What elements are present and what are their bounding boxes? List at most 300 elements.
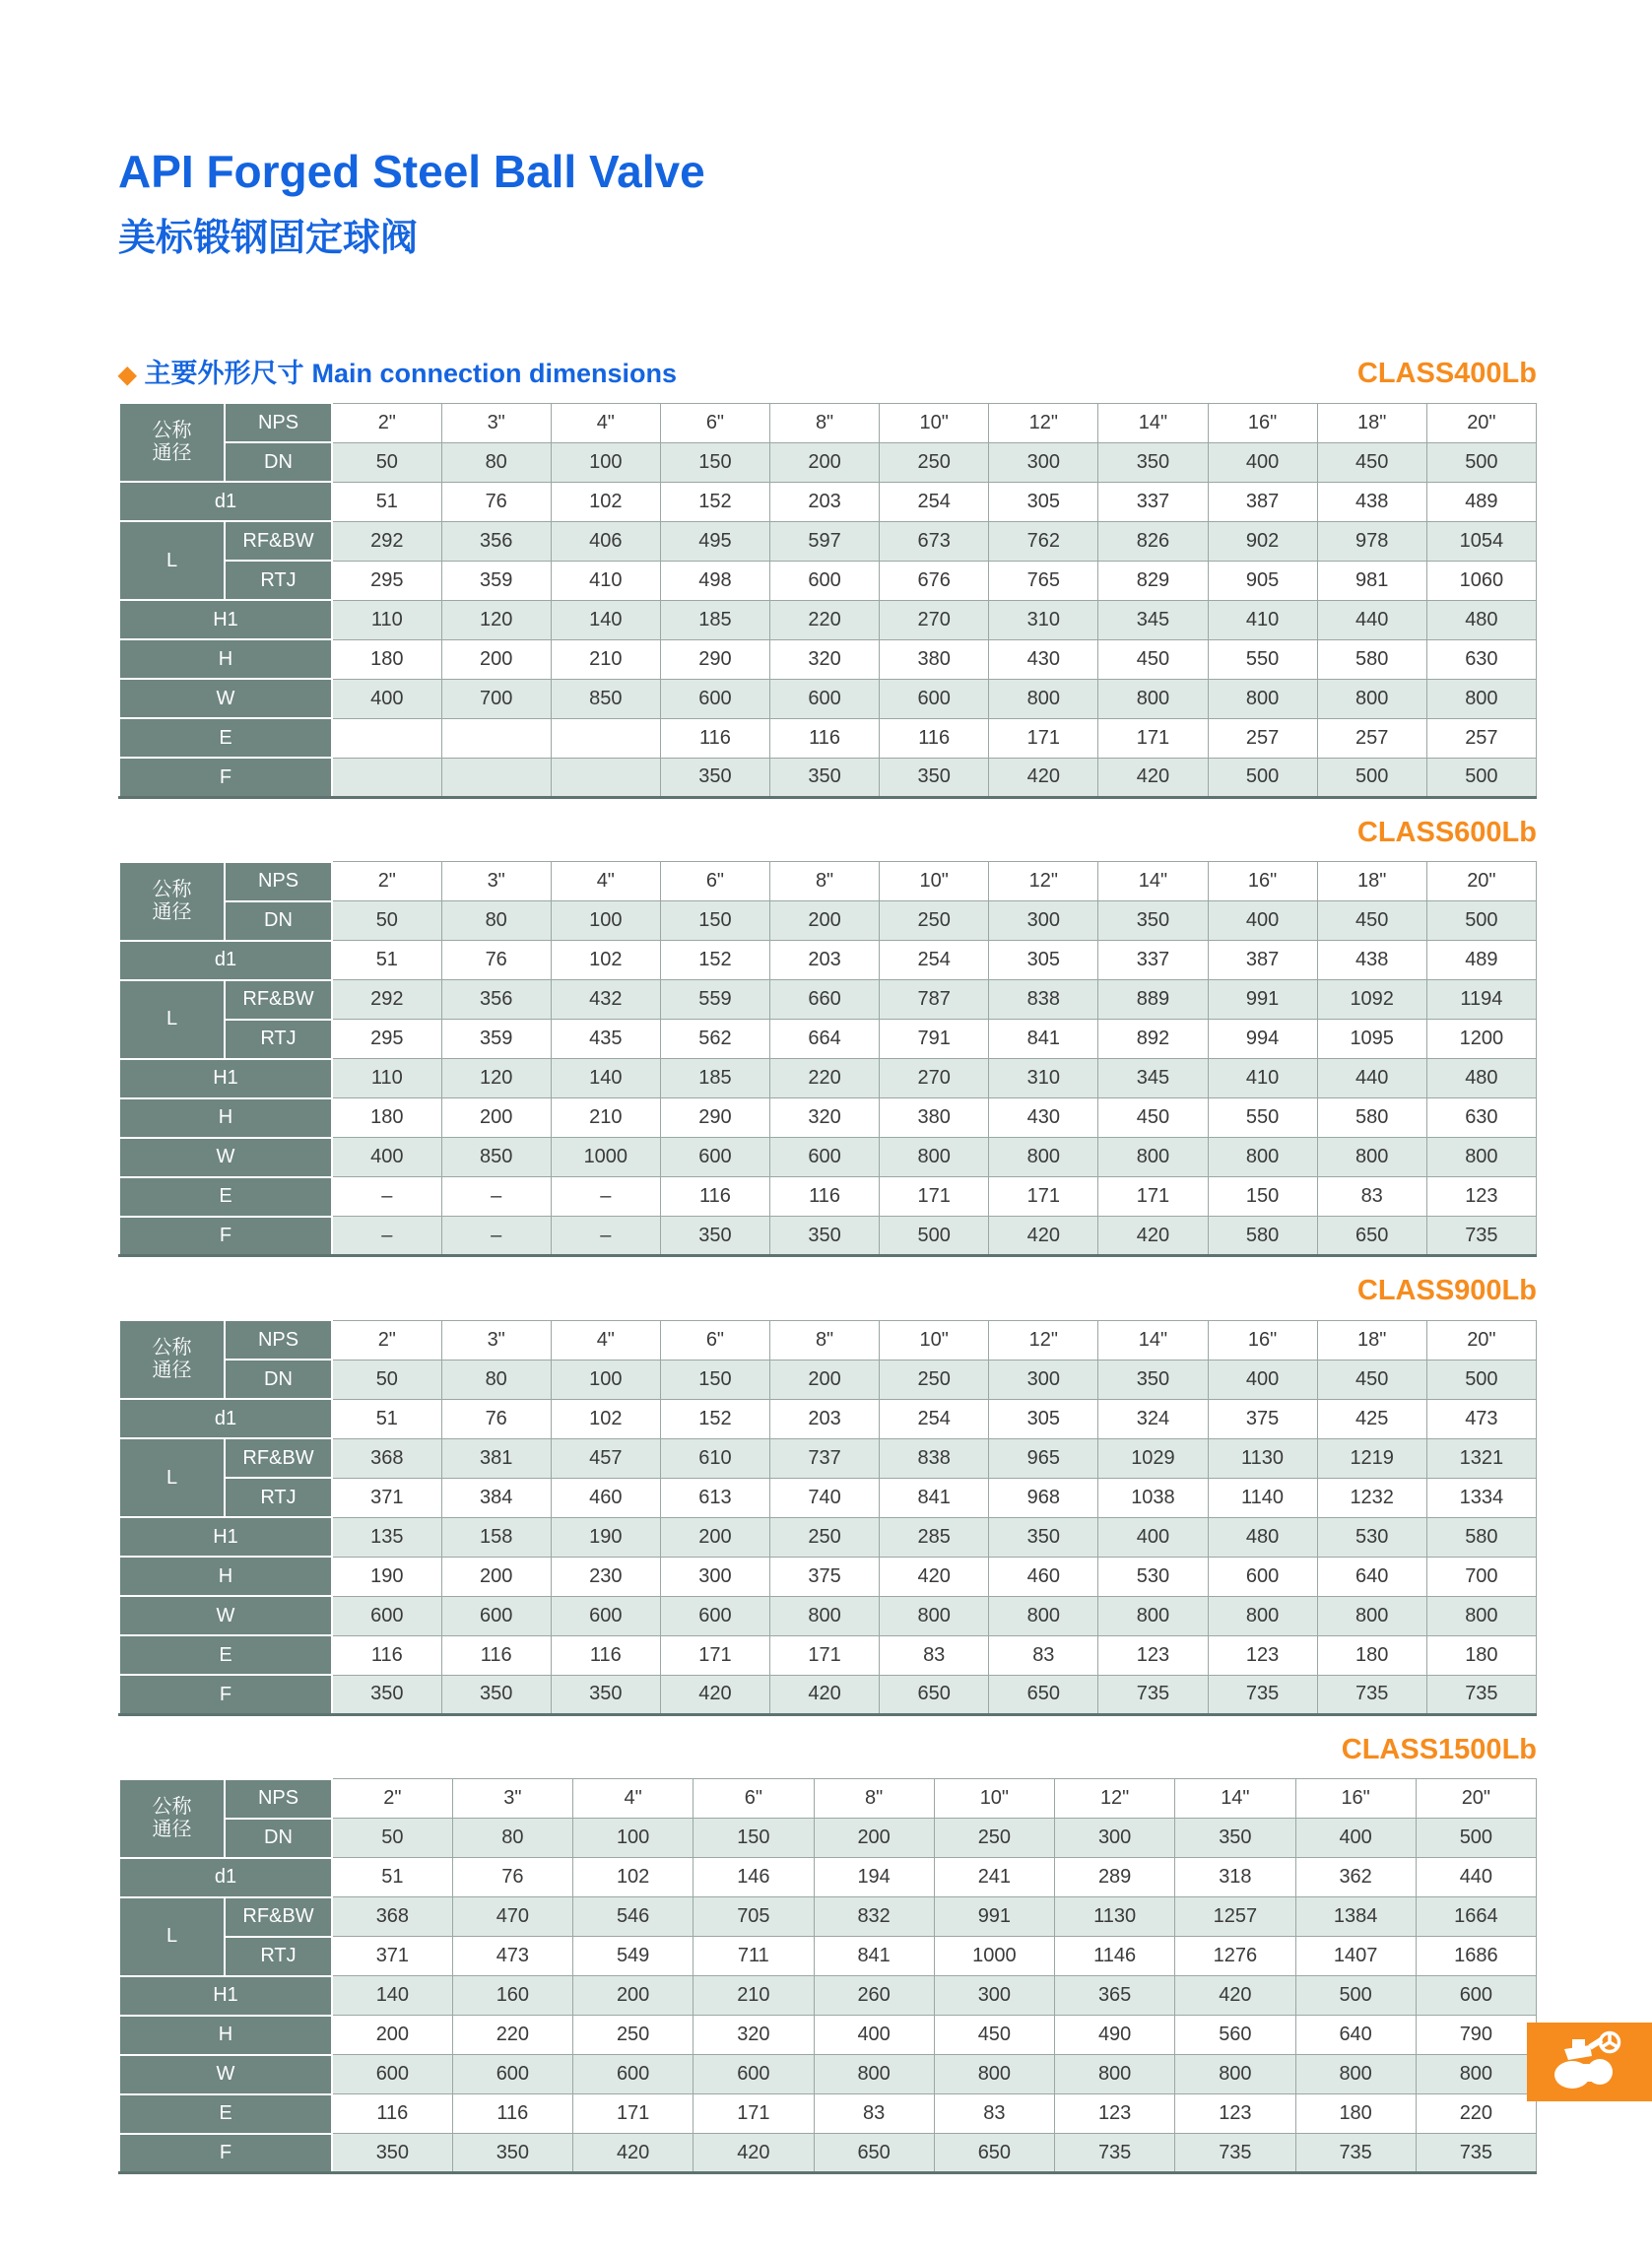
table-cell: 800 <box>1426 1138 1536 1177</box>
label-nominal-diameter: 公称 通径 <box>119 862 225 941</box>
table-cell: 337 <box>1098 482 1208 521</box>
table-cell: 410 <box>1208 600 1317 639</box>
table-cell: 50 <box>332 1819 452 1858</box>
table-cell: 580 <box>1317 1098 1426 1138</box>
table-cell: 180 <box>332 639 441 679</box>
table-cell: 140 <box>332 1976 452 2016</box>
label-f: F <box>119 1675 332 1714</box>
table-cell: 440 <box>1317 600 1426 639</box>
table-cell: 902 <box>1208 521 1317 561</box>
label-h: H <box>119 639 332 679</box>
table-cell: 51 <box>332 941 441 980</box>
table-row <box>119 1399 1537 1438</box>
table-cell: 438 <box>1317 941 1426 980</box>
table-cell: 350 <box>989 1517 1098 1557</box>
table-cell: 241 <box>934 1858 1054 1897</box>
table-cell: 292 <box>332 521 441 561</box>
table-row <box>119 2016 1537 2055</box>
table-cell: 76 <box>441 482 551 521</box>
table-cell: 380 <box>880 1098 989 1138</box>
label-dn: DN <box>225 1360 332 1399</box>
table-cell: 550 <box>1208 639 1317 679</box>
table-cell: 800 <box>1317 1138 1426 1177</box>
table-cell: 8" <box>814 1779 934 1819</box>
dimensions-table-class400 <box>118 402 1537 799</box>
table-cell: 500 <box>1426 758 1536 797</box>
table-cell: 16" <box>1208 1320 1317 1360</box>
table-cell: 10" <box>880 862 989 901</box>
table-cell: 102 <box>551 1399 660 1438</box>
table-cell: 500 <box>1416 1819 1536 1858</box>
table-cell: 400 <box>814 2016 934 2055</box>
table-cell: 800 <box>814 2055 934 2094</box>
table-cell <box>441 758 551 797</box>
label-dn: DN <box>225 1819 332 1858</box>
table-cell: 300 <box>989 901 1098 941</box>
table-cell: 420 <box>1098 758 1208 797</box>
table-cell: 800 <box>880 1596 989 1635</box>
dimensions-table-class900 <box>118 1319 1537 1716</box>
table-cell: 350 <box>770 1217 880 1256</box>
table-cell: 375 <box>770 1557 880 1596</box>
table-cell: 1092 <box>1317 980 1426 1020</box>
table-cell: 76 <box>452 1858 572 1897</box>
table-cell: 660 <box>770 980 880 1020</box>
table-cell: 978 <box>1317 521 1426 561</box>
table-row <box>119 2055 1537 2094</box>
table-row <box>119 1098 1537 1138</box>
label-rtj: RTJ <box>225 1020 332 1059</box>
table-cell: 530 <box>1317 1517 1426 1557</box>
table-cell: 350 <box>441 1675 551 1714</box>
table-row <box>119 1557 1537 1596</box>
table-cell: 580 <box>1317 639 1426 679</box>
table-cell: 350 <box>1098 1360 1208 1399</box>
table-cell: 490 <box>1055 2016 1175 2055</box>
table-cell: 350 <box>660 1217 769 1256</box>
table-cell: 12" <box>1055 1779 1175 1819</box>
table-cell: 12" <box>989 1320 1098 1360</box>
ball-valve-icon <box>1545 2030 1635 2093</box>
label-f: F <box>119 758 332 797</box>
table-cell: 410 <box>1208 1059 1317 1098</box>
table-cell: 345 <box>1098 600 1208 639</box>
table-cell: 1000 <box>934 1937 1054 1976</box>
table-cell: 495 <box>660 521 769 561</box>
table-cell: 10" <box>880 403 989 442</box>
table-cell: 310 <box>989 1059 1098 1098</box>
table-cell: 250 <box>934 1819 1054 1858</box>
table-cell <box>441 718 551 758</box>
table-row <box>119 980 1537 1020</box>
table-cell: 310 <box>989 600 1098 639</box>
table-cell: 800 <box>1426 679 1536 718</box>
table-cell: 500 <box>880 1217 989 1256</box>
table-cell: 375 <box>1208 1399 1317 1438</box>
table-cell: 359 <box>441 1020 551 1059</box>
table-cell: 420 <box>989 758 1098 797</box>
table-cell: 50 <box>332 1360 441 1399</box>
table-cell: 203 <box>770 941 880 980</box>
table-cell: 190 <box>551 1517 660 1557</box>
table-cell: 546 <box>573 1897 694 1937</box>
table-cell: 257 <box>1317 718 1426 758</box>
table-cell: 110 <box>332 600 441 639</box>
table-cell: 368 <box>332 1438 441 1478</box>
table-cell: 787 <box>880 980 989 1020</box>
table-cell: 450 <box>1317 1360 1426 1399</box>
table-cell: 1257 <box>1175 1897 1295 1937</box>
table-cell: 400 <box>332 679 441 718</box>
table-cell: 600 <box>660 1138 769 1177</box>
table-cell: 200 <box>770 1360 880 1399</box>
ball-valve-badge <box>1527 2023 1652 2101</box>
table-cell: 371 <box>332 1937 452 1976</box>
table-cell: 630 <box>1426 639 1536 679</box>
table-cell: 285 <box>880 1517 989 1557</box>
table-cell: 400 <box>1208 901 1317 941</box>
table-row <box>119 639 1537 679</box>
table-cell: 150 <box>1208 1177 1317 1217</box>
table-cell: 1664 <box>1416 1897 1536 1937</box>
table-row <box>119 718 1537 758</box>
table-cell: 80 <box>452 1819 572 1858</box>
table-cell <box>551 758 660 797</box>
table-cell: 387 <box>1208 482 1317 521</box>
table-cell: 324 <box>1098 1399 1208 1438</box>
table-cell: 650 <box>989 1675 1098 1714</box>
table-cell: 800 <box>1175 2055 1295 2094</box>
table-cell: 116 <box>770 1177 880 1217</box>
table-cell: 892 <box>1098 1020 1208 1059</box>
table-cell: 600 <box>1416 1976 1536 2016</box>
table-cell: 100 <box>551 1360 660 1399</box>
table-cell: 14" <box>1098 403 1208 442</box>
label-h1: H1 <box>119 600 332 639</box>
table-cell: 562 <box>660 1020 769 1059</box>
class-label-1500: CLASS1500Lb <box>1341 1733 1537 1765</box>
table-cell: 80 <box>441 901 551 941</box>
table-cell: 8" <box>770 1320 880 1360</box>
label-l: L <box>119 1897 225 1976</box>
table-cell: 400 <box>1098 1517 1208 1557</box>
table-cell: 350 <box>1098 442 1208 482</box>
table-cell: 6" <box>660 862 769 901</box>
table-cell: 1095 <box>1317 1020 1426 1059</box>
table-row <box>119 2134 1537 2173</box>
table-cell: 368 <box>332 1897 452 1937</box>
table-cell: 4" <box>551 403 660 442</box>
label-nps: NPS <box>225 862 332 901</box>
table-cell: 210 <box>694 1976 814 2016</box>
table-cell: 380 <box>880 639 989 679</box>
table-cell: 83 <box>1317 1177 1426 1217</box>
table-cell: 292 <box>332 980 441 1020</box>
table-cell: 800 <box>1208 679 1317 718</box>
table-cell: 171 <box>660 1635 769 1675</box>
table-cell: 123 <box>1208 1635 1317 1675</box>
table-cell: 450 <box>934 2016 1054 2055</box>
table-cell: 350 <box>332 2134 452 2173</box>
table-cell: 905 <box>1208 561 1317 600</box>
table-cell: 597 <box>770 521 880 561</box>
label-h1: H1 <box>119 1517 332 1557</box>
table-cell: 116 <box>452 2094 572 2134</box>
table-cell: 194 <box>814 1858 934 1897</box>
table-cell: 600 <box>551 1596 660 1635</box>
table-cell: 4" <box>551 862 660 901</box>
table-cell: 800 <box>934 2055 1054 2094</box>
table-cell: 800 <box>770 1596 880 1635</box>
label-rfbw: RF&BW <box>225 980 332 1020</box>
table-cell: 650 <box>880 1675 989 1714</box>
table-cell: 190 <box>332 1557 441 1596</box>
table-cell: 76 <box>441 941 551 980</box>
table-cell: 420 <box>660 1675 769 1714</box>
label-nps: NPS <box>225 403 332 442</box>
table-cell: 6" <box>694 1779 814 1819</box>
table-cell: 200 <box>770 442 880 482</box>
table-cell: 3" <box>452 1779 572 1819</box>
table-cell: 1038 <box>1098 1478 1208 1517</box>
label-rtj: RTJ <box>225 561 332 600</box>
table-cell: 185 <box>660 1059 769 1098</box>
table-cell: 981 <box>1317 561 1426 600</box>
table-cell: 387 <box>1208 941 1317 980</box>
table-cell: 480 <box>1208 1517 1317 1557</box>
table-cell: 640 <box>1317 1557 1426 1596</box>
table-cell: 737 <box>770 1438 880 1478</box>
label-f: F <box>119 1217 332 1256</box>
table-cell: 650 <box>814 2134 934 2173</box>
table-cell: 320 <box>770 1098 880 1138</box>
table-cell: 600 <box>660 1596 769 1635</box>
table-cell: 180 <box>1317 1635 1426 1675</box>
table-cell: 600 <box>770 1138 880 1177</box>
table-cell: 600 <box>770 679 880 718</box>
table-cell: 100 <box>573 1819 694 1858</box>
table-row <box>119 1320 1537 1360</box>
table-row <box>119 758 1537 797</box>
table-row <box>119 521 1537 561</box>
table-cell: 735 <box>1295 2134 1416 2173</box>
table-cell: 600 <box>452 2055 572 2094</box>
table-cell: 200 <box>770 901 880 941</box>
table-cell: 171 <box>573 2094 694 2134</box>
table-cell: 50 <box>332 442 441 482</box>
table-cell: 16" <box>1208 403 1317 442</box>
table-cell: 51 <box>332 1399 441 1438</box>
table-cell: 350 <box>660 758 769 797</box>
table-cell: 200 <box>814 1819 934 1858</box>
label-rfbw: RF&BW <box>225 1897 332 1937</box>
table-cell: 14" <box>1098 1320 1208 1360</box>
table-cell: 650 <box>1317 1217 1426 1256</box>
label-nominal-diameter: 公称 通径 <box>119 1320 225 1399</box>
table-cell: 580 <box>1208 1217 1317 1256</box>
table-row <box>119 1059 1537 1098</box>
table-cell: 735 <box>1416 2134 1536 2173</box>
table-cell: 1321 <box>1426 1438 1536 1478</box>
table-cell: 171 <box>1098 1177 1208 1217</box>
table-cell: 220 <box>452 2016 572 2055</box>
table-cell: 420 <box>770 1675 880 1714</box>
table-cell: 185 <box>660 600 769 639</box>
label-l: L <box>119 521 225 600</box>
table-cell: 420 <box>1098 1217 1208 1256</box>
table-cell: 457 <box>551 1438 660 1478</box>
table-cell: 300 <box>989 442 1098 482</box>
label-e: E <box>119 1635 332 1675</box>
table-cell: 14" <box>1098 862 1208 901</box>
table-cell: 1200 <box>1426 1020 1536 1059</box>
table-cell: 257 <box>1208 718 1317 758</box>
table-cell: 152 <box>660 1399 769 1438</box>
table-row <box>119 679 1537 718</box>
table-cell: 735 <box>1426 1675 1536 1714</box>
table-cell: 171 <box>880 1177 989 1217</box>
table-cell: 800 <box>1416 2055 1536 2094</box>
table-cell: 384 <box>441 1478 551 1517</box>
table-cell: 610 <box>660 1438 769 1478</box>
table-cell <box>332 718 441 758</box>
table-row <box>119 1478 1537 1517</box>
table-cell: 250 <box>880 901 989 941</box>
table-cell: 12" <box>989 403 1098 442</box>
table-cell: 489 <box>1426 482 1536 521</box>
table-cell: 440 <box>1416 1858 1536 1897</box>
table-row <box>119 1177 1537 1217</box>
table-cell: 1219 <box>1317 1438 1426 1478</box>
table-row <box>119 1635 1537 1675</box>
label-d1: d1 <box>119 482 332 521</box>
table-cell: 116 <box>551 1635 660 1675</box>
table-cell: 116 <box>332 1635 441 1675</box>
table-cell: 640 <box>1295 2016 1416 2055</box>
table-cell: 800 <box>1317 679 1426 718</box>
table-cell: 968 <box>989 1478 1098 1517</box>
table-row <box>119 1517 1537 1557</box>
table-cell: 400 <box>1208 1360 1317 1399</box>
table-cell: 20" <box>1426 862 1536 901</box>
table-cell: 337 <box>1098 941 1208 980</box>
table-cell: 270 <box>880 600 989 639</box>
section-heading-row <box>118 352 1537 390</box>
table-cell: 6" <box>660 403 769 442</box>
table-cell: 800 <box>1098 679 1208 718</box>
table-row <box>119 1897 1537 1937</box>
table-cell: – <box>332 1177 441 1217</box>
class-label-900: CLASS900Lb <box>1356 1275 1537 1307</box>
label-w: W <box>119 1596 332 1635</box>
table-cell: 705 <box>694 1897 814 1937</box>
table-cell: 600 <box>660 679 769 718</box>
label-d1: d1 <box>119 1399 332 1438</box>
table-cell: 80 <box>441 442 551 482</box>
table-cell: 600 <box>441 1596 551 1635</box>
table-cell: 116 <box>770 718 880 758</box>
table-cell: 460 <box>989 1557 1098 1596</box>
table-cell: 1000 <box>551 1138 660 1177</box>
table-cell: 171 <box>694 2094 814 2134</box>
table-cell: 171 <box>1098 718 1208 758</box>
table-cell: 254 <box>880 482 989 521</box>
table-row <box>119 1937 1537 1976</box>
dimensions-table-class600 <box>118 861 1537 1258</box>
label-h: H <box>119 1098 332 1138</box>
table-cell: 1130 <box>1208 1438 1317 1478</box>
table-cell: 800 <box>880 1138 989 1177</box>
table-cell: 123 <box>1098 1635 1208 1675</box>
table-cell: – <box>551 1217 660 1256</box>
table-cell: 530 <box>1098 1557 1208 1596</box>
table-cell: 254 <box>880 941 989 980</box>
table-cell: 135 <box>332 1517 441 1557</box>
table-row <box>119 2094 1537 2134</box>
table-cell: 735 <box>1317 1675 1426 1714</box>
table-row <box>119 901 1537 941</box>
table-cell: 2" <box>332 1779 452 1819</box>
table-cell: 664 <box>770 1020 880 1059</box>
table-cell: 500 <box>1426 442 1536 482</box>
table-cell: 180 <box>1426 1635 1536 1675</box>
table-cell: 800 <box>989 1596 1098 1635</box>
table-cell: 470 <box>452 1897 572 1937</box>
table-cell: 549 <box>573 1937 694 1976</box>
table-cell: 83 <box>814 2094 934 2134</box>
table-cell: 305 <box>989 482 1098 521</box>
table-cell: 14" <box>1175 1779 1295 1819</box>
table-row <box>119 1675 1537 1714</box>
table-cell: 16" <box>1295 1779 1416 1819</box>
table-cell: 800 <box>1426 1596 1536 1635</box>
table-cell: 100 <box>551 442 660 482</box>
table-cell: 991 <box>934 1897 1054 1937</box>
table-cell: 220 <box>770 1059 880 1098</box>
table-cell: 762 <box>989 521 1098 561</box>
table-cell: 220 <box>1416 2094 1536 2134</box>
table-cell: 254 <box>880 1399 989 1438</box>
table-cell: 500 <box>1426 1360 1536 1399</box>
label-d1: d1 <box>119 1858 332 1897</box>
table-cell: 200 <box>332 2016 452 2055</box>
table-cell: 203 <box>770 1399 880 1438</box>
table-cell: 80 <box>441 1360 551 1399</box>
label-e: E <box>119 1177 332 1217</box>
table-cell: – <box>441 1217 551 1256</box>
table-row <box>119 1438 1537 1478</box>
table-cell: 290 <box>660 639 769 679</box>
table-cell: 220 <box>770 600 880 639</box>
table-cell: 16" <box>1208 862 1317 901</box>
table-cell: 600 <box>1208 1557 1317 1596</box>
table-cell: 420 <box>694 2134 814 2173</box>
table-cell: 320 <box>770 639 880 679</box>
table-cell: 50 <box>332 901 441 941</box>
table-cell: 10" <box>934 1779 1054 1819</box>
table-cell: 735 <box>1208 1675 1317 1714</box>
table-cell: 765 <box>989 561 1098 600</box>
class-heading-row-1500 <box>118 1734 1537 1766</box>
label-dn: DN <box>225 901 332 941</box>
table-cell: 991 <box>1208 980 1317 1020</box>
table-cell: 700 <box>441 679 551 718</box>
table-cell: 305 <box>989 1399 1098 1438</box>
table-cell: 359 <box>441 561 551 600</box>
table-cell: 1054 <box>1426 521 1536 561</box>
table-cell: 295 <box>332 561 441 600</box>
table-cell: 8" <box>770 862 880 901</box>
